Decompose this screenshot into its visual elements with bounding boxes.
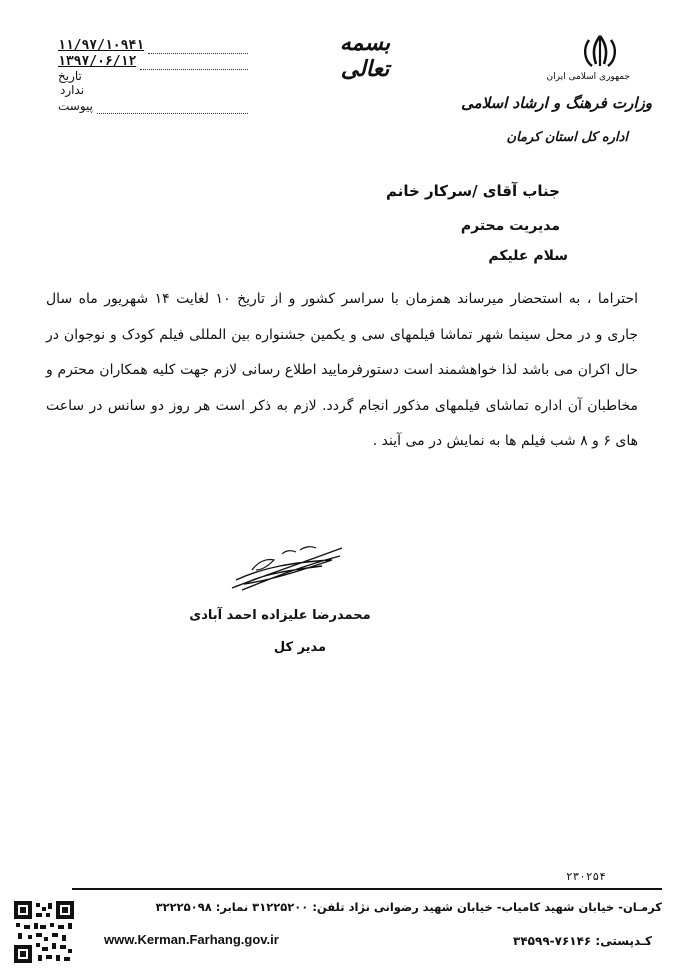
attachment-label: پیوست — [58, 99, 93, 113]
footer-address: کرمـان- خیابان شهید کامیاب- خیابان شهید رضوانی نژاد تلفن: ۳۱۲۲۵۲۰۰ نمابر: ۳۲۲۲۵۰۹۸ — [155, 900, 662, 914]
salutation-management: مدیریت محترم — [460, 218, 560, 234]
reference-number: ۲۳۰۲۵۴ — [566, 870, 606, 883]
signature-icon — [222, 540, 352, 598]
date-label: تاریخ — [58, 69, 82, 83]
signer-title: مدیر کل — [273, 640, 327, 655]
attachment-status: ندارد — [60, 83, 85, 97]
basmala: بسمه تعالی — [339, 30, 391, 82]
letter-body: احتراما ، به استحضار میرساند همزمان با سراسر کشور و از تاریخ ۱۰ لغایت ۱۴ شهریور ماه سال جاری و در محل سینما شهر تماشا فیلمهای سی و یکمین جشنواره بین المللی فیلم کودک و نوجوان در حال اکران می باشد لذا خواهشمند است دستورفرمایید اطلاع رسانی لازم جهت کلیه همکاران محترم و مخاطبان آن اداره تماشای فیلمهای مذکور انجام گردد. لازم به ذکر است هر روز دو سانس در ساعت های ۶ و ۸ شب فیلم ها به نمایش در می آیند . — [46, 291, 638, 449]
salutation-greeting: سلام علیکم — [488, 248, 568, 264]
letter-number: ۱۱/۹۷/۱۰۹۴۱ — [58, 38, 145, 53]
ministry-block — [452, 72, 652, 145]
republic-label: جمهوری اسلامی ایران — [546, 72, 630, 82]
letter-meta — [58, 38, 248, 113]
date-row — [58, 54, 248, 70]
iran-emblem-icon — [580, 34, 620, 70]
attachment-row — [58, 98, 248, 114]
footer-website: www.Kerman.Farhang.gov.ir — [104, 932, 279, 947]
letter-date: ۱۳۹۷/۰۶/۱۲ — [58, 54, 137, 69]
signer-name: محمدرضا علیزاده احمد آبادی — [189, 608, 371, 623]
directorate-name: اداره کل استان کرمان — [506, 130, 628, 145]
number-row — [58, 38, 248, 54]
footer-postal-code: کـدپستی: ۷۶۱۴۶-۳۴۵۹۹ — [513, 934, 652, 948]
qr-code-icon — [14, 901, 74, 963]
ministry-name: وزارت فرهنگ و ارشاد اسلامی — [461, 94, 652, 112]
salutation-recipient: جناب آقای /سرکار خانم — [385, 182, 560, 200]
footer-divider — [72, 888, 662, 890]
